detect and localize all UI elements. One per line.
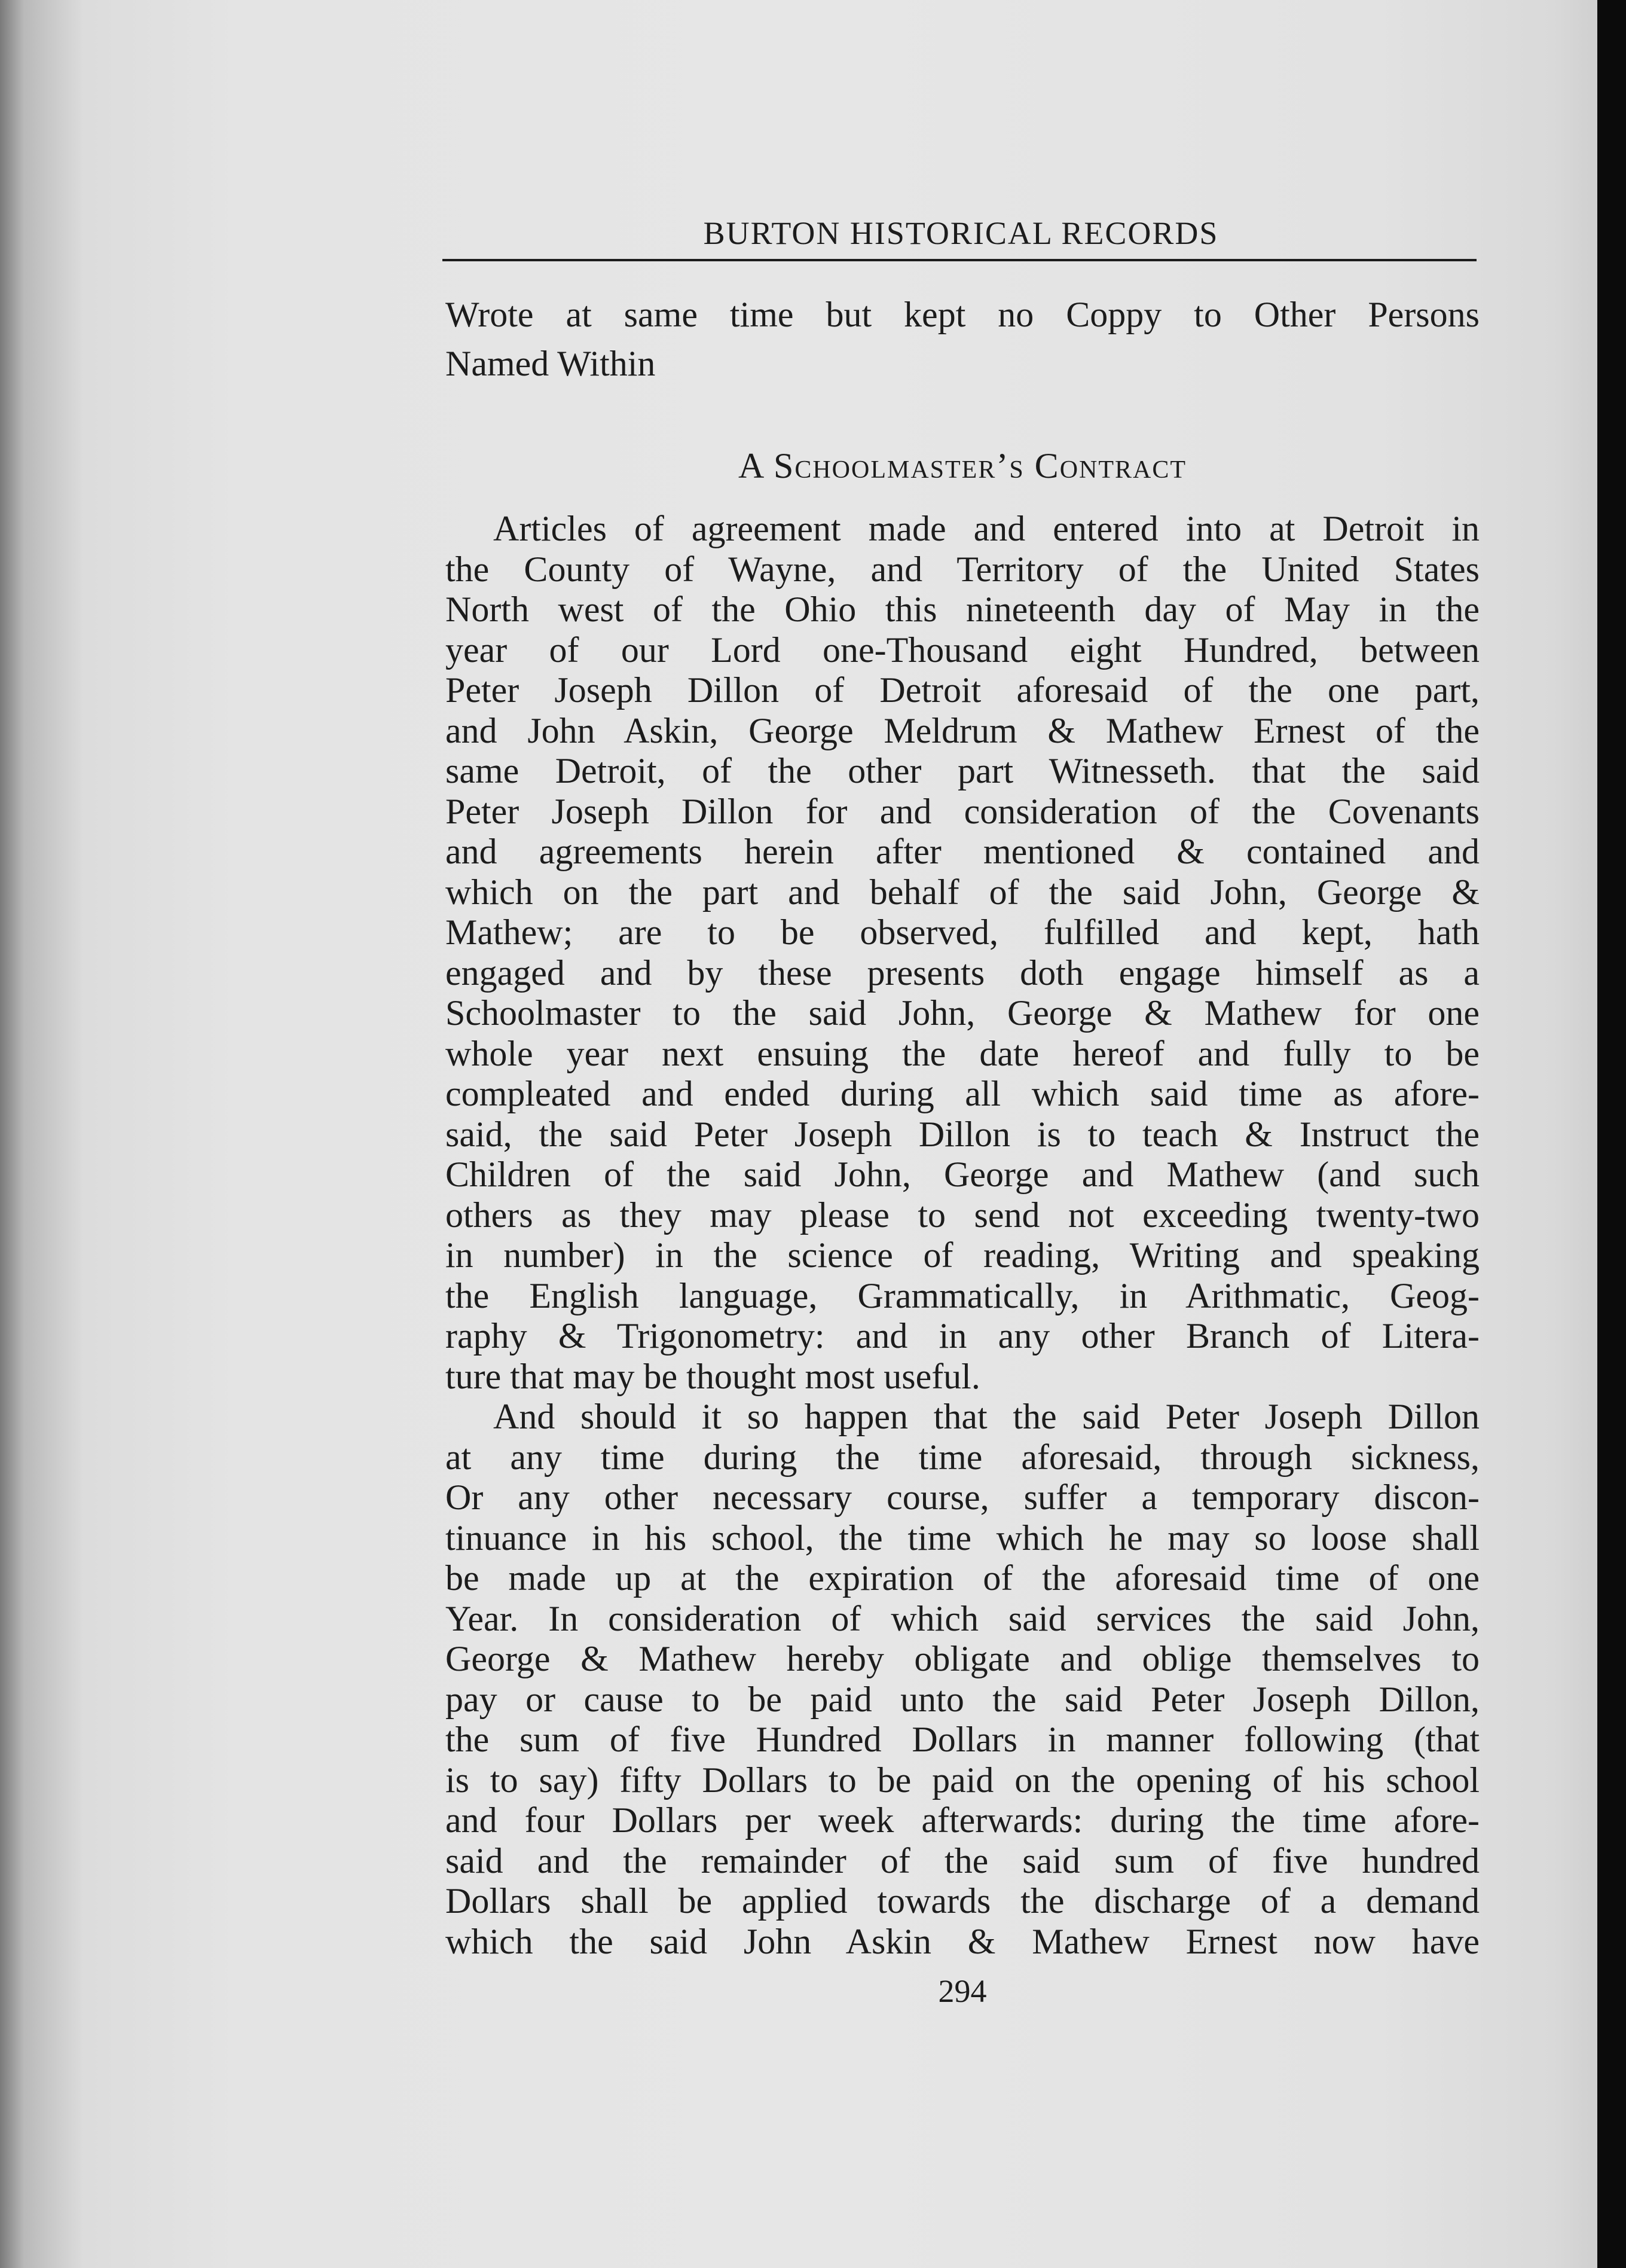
text-line: and four Dollars per week afterwards: during the time afore-	[445, 1800, 1480, 1840]
text-line: the English language, Grammatically, in Arithmatic, Geog-	[445, 1275, 1480, 1315]
text-line: George & Mathew hereby obligate and oblige themselves to	[445, 1639, 1480, 1678]
text-line: ture that may be thought most useful.	[445, 1356, 980, 1396]
text-line: Peter Joseph Dillon for and consideration of the Covenants	[445, 791, 1480, 831]
page-text-block	[445, 212, 1480, 2012]
text-line: raphy & Trigonometry: and in any other Branch of Litera-	[445, 1316, 1480, 1356]
text-line: whole year next ensuing the date hereof and fully to be	[445, 1033, 1480, 1073]
section-heading: A Schoolmaster’s Contract	[738, 446, 1187, 486]
header-rule	[442, 259, 1477, 261]
page-number: 294	[938, 1973, 987, 2009]
intro-note	[445, 290, 1480, 388]
text-line: Dollars shall be applied towards the discharge of a demand	[445, 1881, 1480, 1921]
text-line: at any time during the time aforesaid, through sickness,	[445, 1437, 1480, 1477]
text-line: in number) in the science of reading, Writing and speaking	[445, 1235, 1480, 1275]
text-line: and agreements herein after mentioned & contained and	[445, 832, 1480, 871]
text-line: And should it so happen that the said Peter Joseph Dillon	[493, 1397, 1480, 1436]
paragraph-1	[445, 509, 1480, 1397]
text-line: and John Askin, George Meldrum & Mathew Ernest of the	[445, 710, 1480, 750]
text-line: others as they may please to send not exceeding twenty-two	[445, 1195, 1480, 1235]
text-line: Year. In consideration of which said services the said John,	[445, 1598, 1480, 1638]
text-line: is to say) fifty Dollars to be paid on the opening of his school	[445, 1760, 1480, 1800]
text-line: said and the remainder of the said sum of five hundred	[445, 1840, 1480, 1881]
text-line: which on the part and behalf of the said John, George &	[445, 872, 1480, 912]
paragraph-2	[445, 1397, 1480, 1962]
intro-line: Wrote at same time but kept no Coppy to Other Persons	[445, 295, 1480, 334]
text-line: Schoolmaster to the said John, George & Mathew for one	[445, 993, 1480, 1033]
text-line: compleated and ended during all which said time as afore-	[445, 1074, 1480, 1113]
text-line: Children of the said John, George and Mathew (and such	[445, 1155, 1480, 1194]
text-line: year of our Lord one-Thousand eight Hundred, between	[445, 630, 1480, 670]
text-line: the sum of five Hundred Dollars in manner following (that	[445, 1720, 1480, 1759]
intro-line: Named Within	[445, 344, 656, 383]
text-line: which the said John Askin & Mathew Ernest now have	[445, 1921, 1480, 1961]
text-line: be made up at the expiration of the aforesaid time of one	[445, 1558, 1480, 1598]
running-head: BURTON HISTORICAL RECORDS	[703, 215, 1219, 251]
text-line: pay or cause to be paid unto the said Peter Joseph Dillon,	[445, 1679, 1480, 1719]
text-line: said, the said Peter Joseph Dillon is to teach & Instruct the	[445, 1114, 1480, 1154]
text-line: Peter Joseph Dillon of Detroit aforesaid of the one part,	[445, 670, 1480, 710]
text-line: tinuance in his school, the time which he may so loose shall	[445, 1518, 1480, 1558]
text-line: Mathew; are to be observed, fulfilled and kept, hath	[445, 912, 1480, 952]
text-line: engaged and by these presents doth engage himself as a	[445, 953, 1480, 993]
text-line: Or any other necessary course, suffer a temporary discon-	[445, 1478, 1480, 1517]
text-line: same Detroit, of the other part Witnesseth. that the said	[445, 751, 1480, 790]
text-line: the County of Wayne, and Territory of the United States	[445, 549, 1480, 589]
text-line: North west of the Ohio this nineteenth day of May in the	[445, 590, 1480, 629]
text-line: Articles of agreement made and entered into at Detroit in	[493, 509, 1480, 548]
